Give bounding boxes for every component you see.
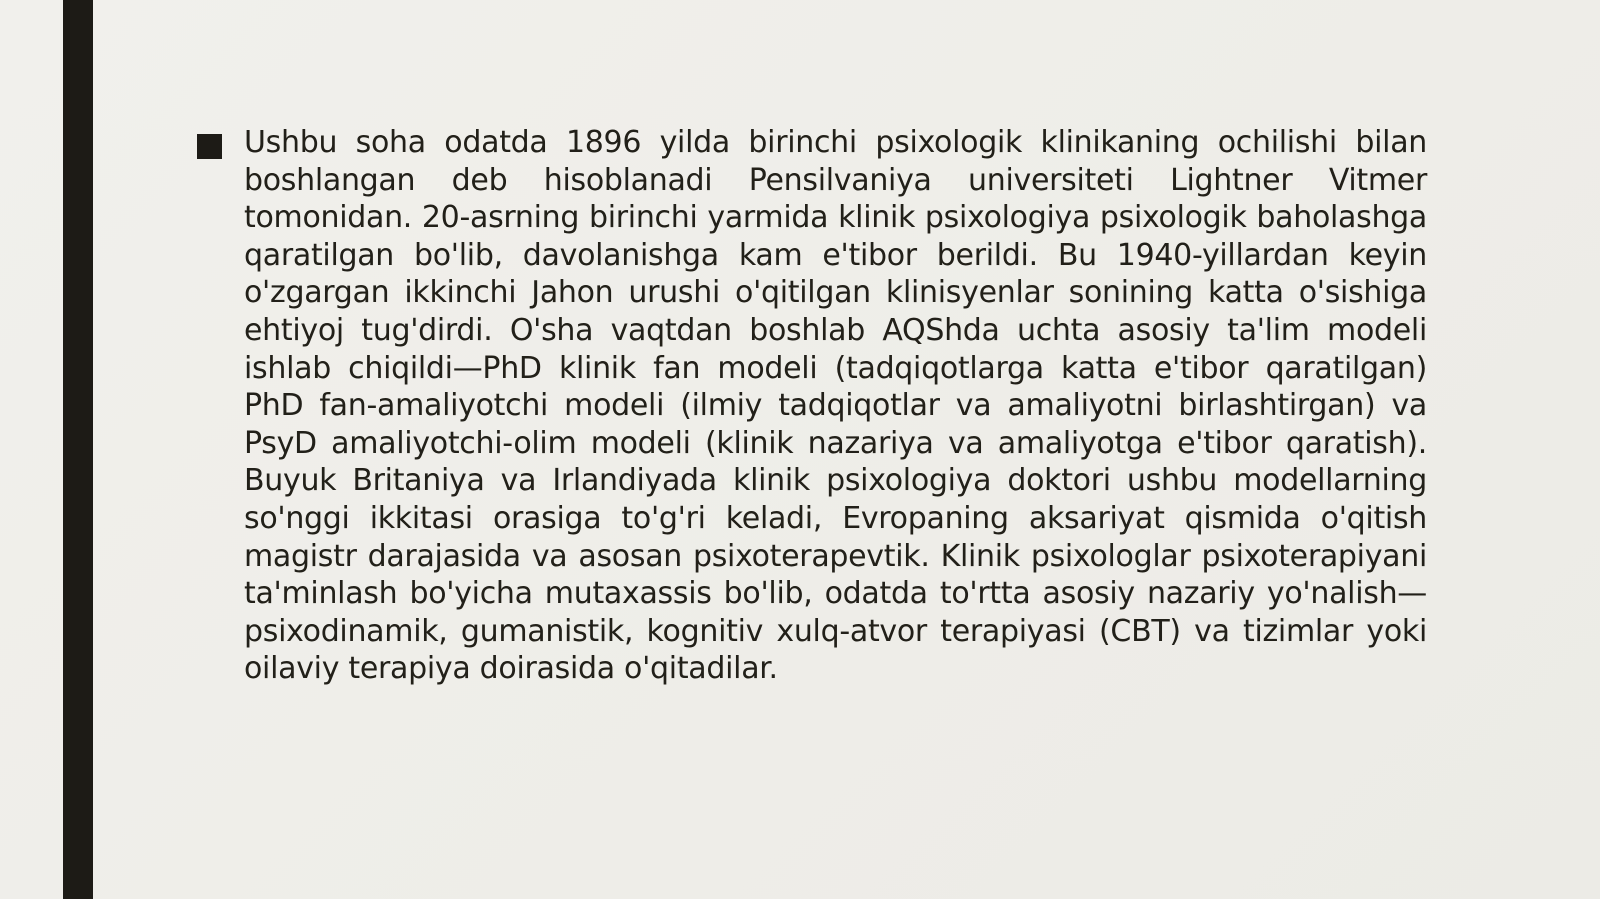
bullet-item — [197, 124, 1427, 688]
body-paragraph: Ushbu soha odatda 1896 yilda birinchi psixologik klinikaning ochilishi bilan boshlangan deb hisoblanadi Pensilvaniya universiteti Lightner Vitmer tomonidan. 20-asrning birinchi yarmida klinik psixologiya psixologik baholashga qaratilgan bo'lib, davolanishga kam e'tibor berildi. Bu 1940-yillardan keyin o'zgargan ikkinchi Jahon urushi o'qitilgan klinisyenlar sonining katta o'sishiga ehtiyoj tug'dirdi. O'sha vaqtdan boshlab AQShda uchta asosiy ta'lim modeli ishlab chiqildi—PhD klinik fan modeli (tadqiqotlarga katta e'tibor qaratilgan) PhD fan-amaliyotchi modeli (ilmiy tadqiqotlar va amaliyotni birlashtirgan) va PsyD amaliyotchi-olim modeli (klinik nazariya va amaliyotga e'tibor qaratish). Buyuk Britaniya va Irlandiyada klinik psixologiya doktori ushbu modellarning so'nggi ikkitasi orasiga to'g'ri keladi, Evropaning aksariyat qismida o'qitish magistr darajasida va asosan psixoterapevtik. Klinik psixologlar psixoterapiyani ta'minlash bo'yicha mutaxassis bo'lib, odatda to'rtta asosiy nazariy yo'nalish—psixodinamik, gumanistik, kognitiv xulq-atvor terapiyasi (CBT) va tizimlar yoki oilaviy terapiya doirasida o'qitadilar. — [244, 125, 1427, 687]
left-accent-bar — [63, 0, 93, 899]
square-bullet-icon — [197, 134, 222, 159]
